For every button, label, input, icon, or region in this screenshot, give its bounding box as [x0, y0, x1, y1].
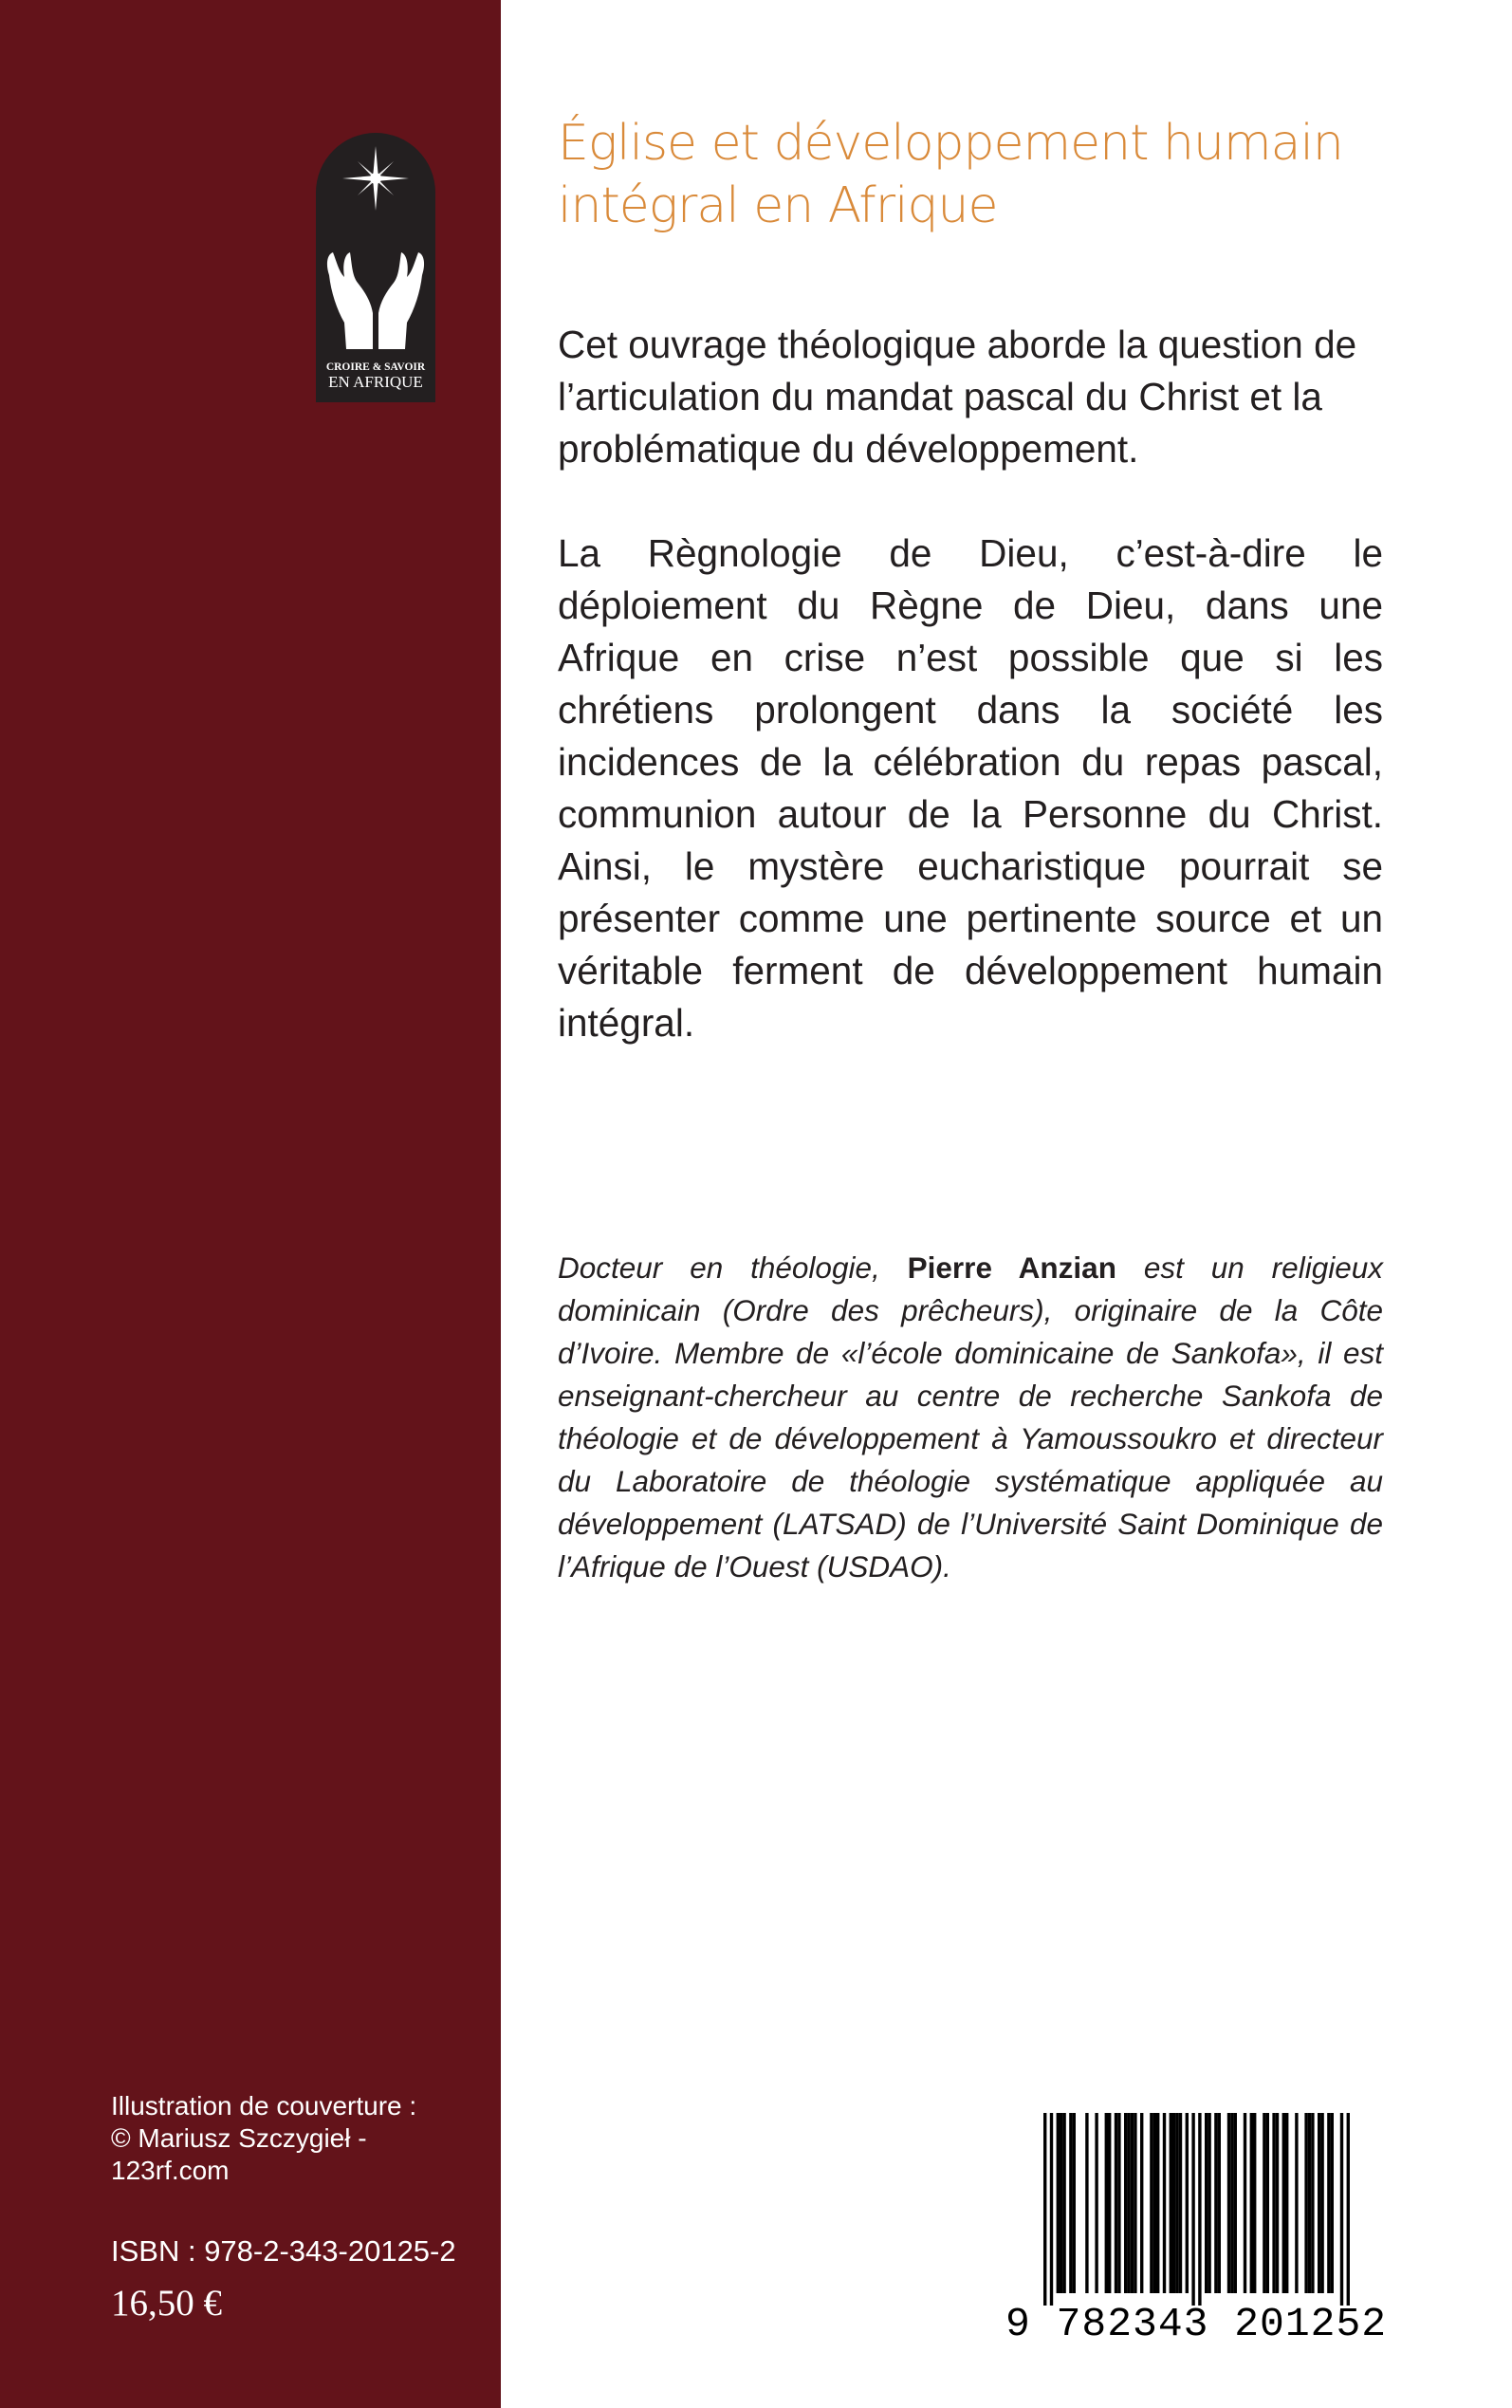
barcode-bar	[1205, 2113, 1208, 2293]
barcode-bar	[1057, 2113, 1060, 2293]
barcode-bar	[1117, 2113, 1120, 2293]
barcode-bar	[1153, 2113, 1156, 2293]
credits-line-1: Illustration de couverture :	[111, 2091, 417, 2121]
barcode-bar	[1050, 2113, 1053, 2306]
barcode-bar	[1175, 2113, 1178, 2293]
barcode-bar	[1318, 2113, 1320, 2293]
title-line-1: Église et développement humain	[558, 115, 1343, 172]
barcode-bar	[1331, 2113, 1334, 2293]
barcode-bar	[1208, 2113, 1210, 2293]
barcode-bar	[1191, 2113, 1194, 2306]
barcode-bar	[1124, 2113, 1127, 2293]
barcode-bar	[1266, 2113, 1269, 2293]
barcode-bar	[1073, 2113, 1076, 2293]
barcode-bars	[1005, 2111, 1385, 2306]
barcode	[1005, 2111, 1388, 2348]
barcode-bar	[1060, 2113, 1062, 2293]
title-line-2: intégral en Afrique	[558, 177, 998, 234]
author-bio	[558, 1247, 1383, 1588]
barcode-bar	[1285, 2113, 1288, 2293]
barcode-bar	[1308, 2113, 1311, 2293]
barcode-bar	[1163, 2113, 1166, 2293]
barcode-bar	[1069, 2113, 1072, 2293]
cover-credits	[111, 2090, 490, 2187]
barcode-bar	[1327, 2113, 1330, 2293]
barcode-bar	[1340, 2113, 1343, 2306]
barcode-bar	[1253, 2113, 1256, 2293]
barcode-bar	[1311, 2113, 1314, 2293]
barcode-bar	[1276, 2113, 1279, 2293]
barcode-bar	[1115, 2113, 1117, 2293]
collection-logo	[316, 133, 435, 402]
barcode-digits: 9 782343 201252	[1005, 2301, 1388, 2347]
barcode-bar	[1230, 2113, 1233, 2293]
barcode-bar	[1272, 2113, 1275, 2293]
barcode-bar	[1062, 2113, 1065, 2293]
bio-author-name: Pierre Anzian	[907, 1250, 1116, 1285]
barcode-bar	[1234, 2113, 1237, 2293]
barcode-bar	[1320, 2113, 1323, 2293]
barcode-bar	[1250, 2113, 1253, 2293]
barcode-bar	[1347, 2113, 1350, 2306]
barcode-bar	[1214, 2113, 1217, 2293]
credits-line-2: © Mariusz Szczygieł -	[111, 2123, 367, 2153]
barcode-bar	[1179, 2113, 1182, 2293]
barcode-bar	[1140, 2113, 1143, 2293]
credits-line-3: 123rf.com	[111, 2156, 230, 2185]
barcode-bar	[1105, 2113, 1108, 2293]
barcode-bar	[1218, 2113, 1221, 2293]
barcode-bar	[1244, 2113, 1246, 2293]
sidebar-panel	[0, 0, 501, 2408]
barcode-bar	[1304, 2113, 1307, 2293]
barcode-bar	[1131, 2113, 1134, 2293]
barcode-bar	[1150, 2113, 1152, 2293]
barcode-bar	[1263, 2113, 1265, 2293]
barcode-bar	[1043, 2113, 1046, 2306]
barcode-bar	[1085, 2113, 1088, 2293]
barcode-bar	[1156, 2113, 1159, 2293]
isbn-number: ISBN : 978-2-343-20125-2	[111, 2234, 456, 2268]
logo-line-1: CROIRE & SAVOIR	[325, 361, 426, 373]
barcode-bar	[1186, 2113, 1189, 2293]
summary-paragraph-1: Cet ouvrage théologique aborde la question de l’articulation du mandat pascal du Christ et la problématique du développement.	[558, 323, 1357, 471]
bio-text: est un religieux dominicain (Ordre des prêcheurs), originaire de la Côte d’Ivoire. Membre de «l’école dominicaine de Sankofa», il est enseignant-chercheur au centre de recherche Sankofa de théologie et de développement à Yamoussoukro et directeur du Laboratoire de théologie systématique appliquée au développement (LATSAD) de l’Université Saint Dominique de l’Afrique de l’Ouest (USDAO).	[558, 1250, 1383, 1584]
bio-prefix: Docteur en théologie,	[558, 1250, 880, 1285]
barcode-bar	[1108, 2113, 1111, 2293]
barcode-bar	[1172, 2113, 1175, 2293]
logo-line-2: EN AFRIQUE	[328, 373, 423, 391]
barcode-bar	[1282, 2113, 1285, 2293]
book-title	[558, 112, 1411, 237]
barcode-bar	[1134, 2113, 1136, 2293]
barcode-bar	[1198, 2113, 1201, 2306]
barcode-bar	[1170, 2113, 1172, 2293]
summary-paragraph-2: La Règnologie de Dieu, c’est-à-dire le déploiement du Règne de Dieu, dans une Afrique en crise n’est possible que si les chrétiens prolongent dans la société les incidences de la célébration du repas pascal, communion autour de la Personne du Christ. Ainsi, le mystère eucharistique pourrait se présenter comme une pertinente source et un véritable ferment de développement humain intégral.	[558, 531, 1383, 1045]
barcode-bar	[1127, 2113, 1130, 2293]
barcode-bar	[1295, 2113, 1298, 2293]
price: 16,50 €	[111, 2283, 222, 2324]
barcode-bar	[1095, 2113, 1097, 2293]
barcode-bar	[1227, 2113, 1230, 2293]
